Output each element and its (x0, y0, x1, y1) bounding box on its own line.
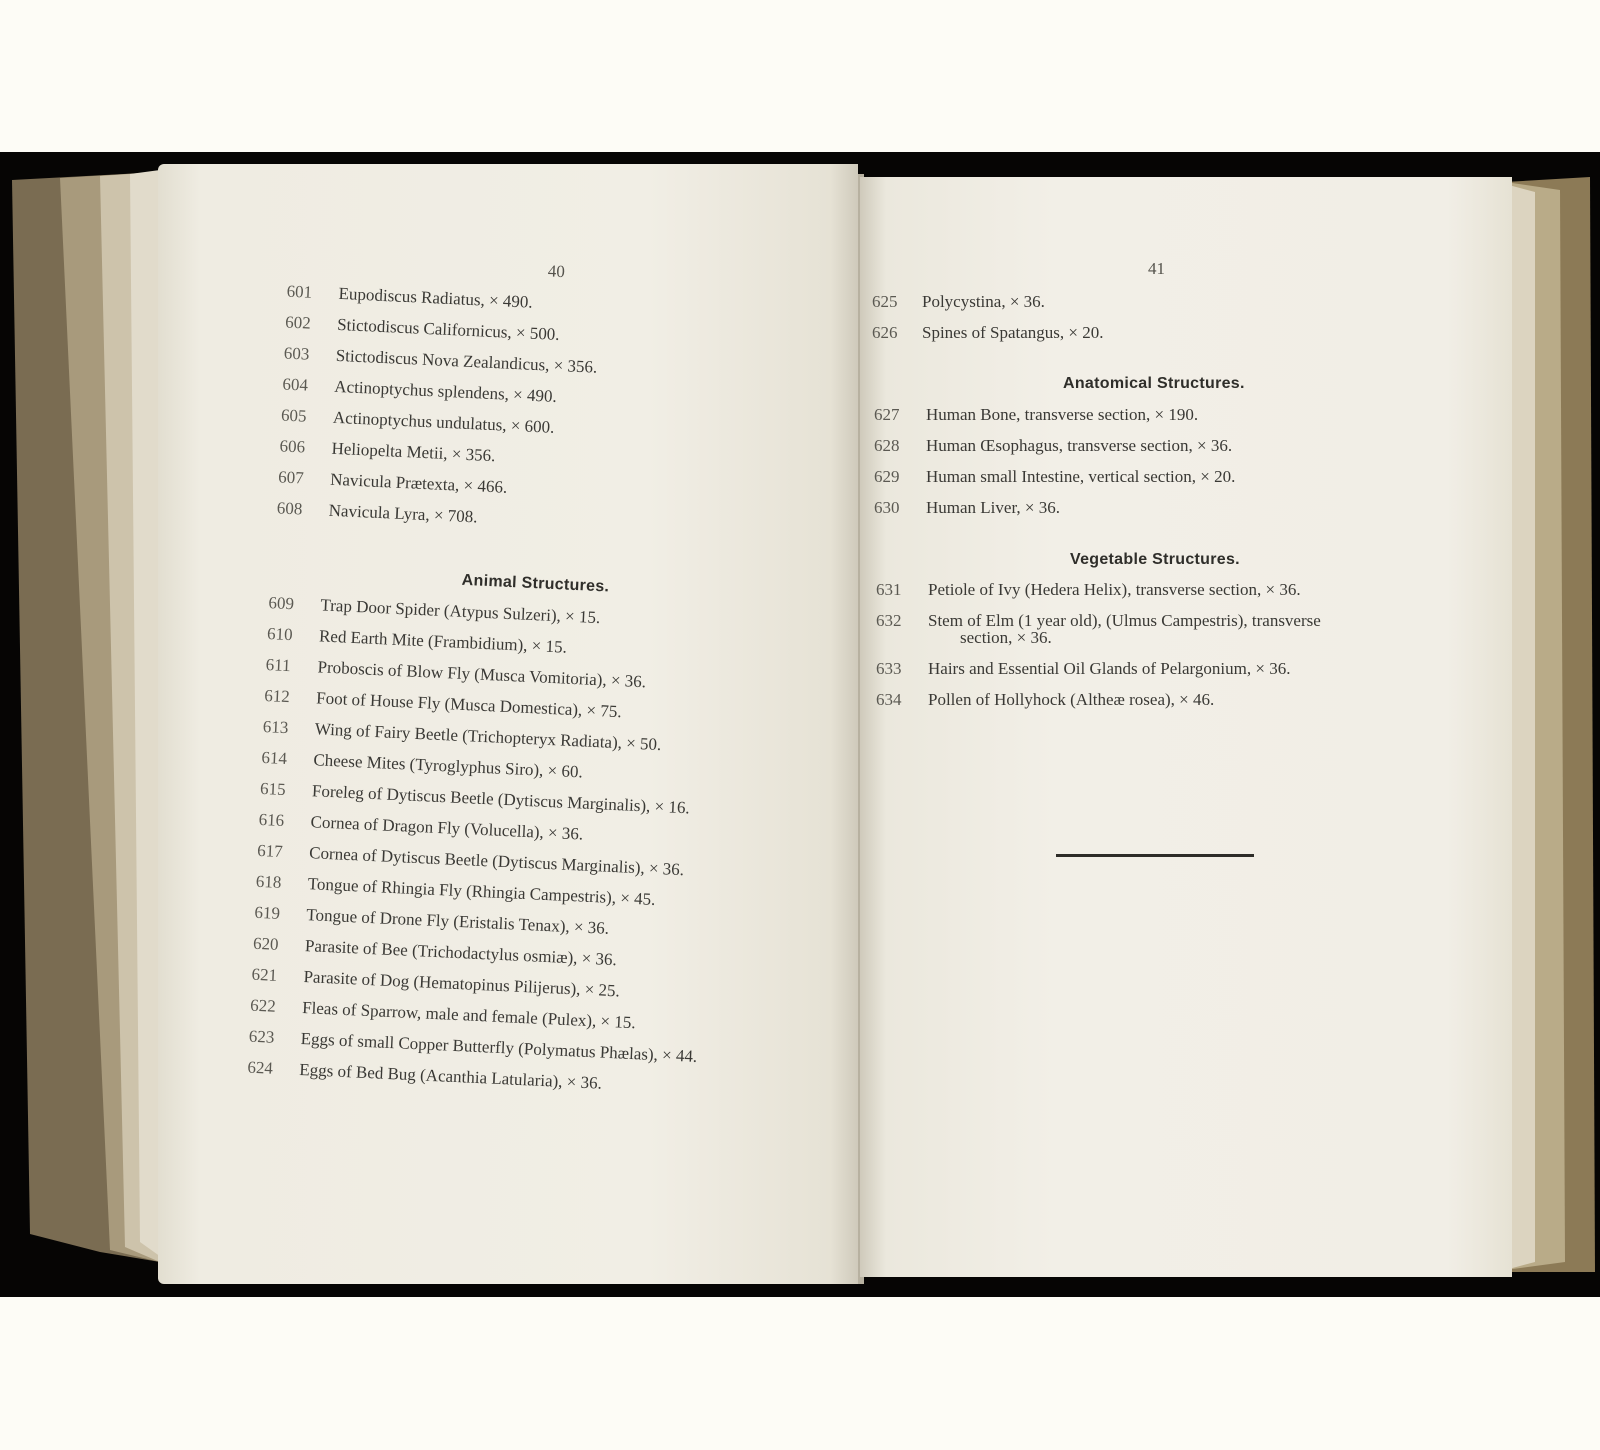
entry-number: 614 (261, 747, 288, 769)
entry-number: 629 (874, 467, 900, 486)
entry-text: Human small Intestine, vertical section, × 20. (926, 467, 1236, 486)
entry-number: 626 (872, 323, 898, 342)
entry-text: Navicula Prætexta, × 466. (329, 469, 508, 497)
entry-text: Spines of Spatangus, × 20. (922, 323, 1104, 342)
entry-number: 634 (876, 690, 902, 709)
entry-text: Petiole of Ivy (Hedera Helix), transverse section, × 36. (928, 580, 1301, 599)
entry-number: 630 (874, 498, 900, 517)
entry-text: Pollen of Hollyhock (Altheæ rosea), × 46. (928, 690, 1215, 709)
entry-text: Human Œsophagus, transverse section, × 36. (926, 436, 1233, 455)
entry-number: 617 (256, 840, 284, 861)
entry-text: Cornea of Dragon Fly (Volucella), × 36. (310, 812, 584, 844)
scanned-book-spread (0, 152, 1600, 1297)
entry-number: 604 (282, 374, 309, 395)
entry-number: 625 (872, 292, 898, 311)
entry-text: Cheese Mites (Tyroglyphus Siro), × 60. (313, 750, 584, 782)
entry-text: Polycystina, × 36. (922, 292, 1045, 311)
entry-text: Stem of Elm (1 year old), (Ulmus Campestris), transverse (928, 611, 1321, 630)
left-page-content (130, 152, 880, 1297)
entry-text: Red Earth Mite (Frambidium), × 15. (318, 626, 568, 657)
entry-text: Actinoptychus undulatus, × 600. (332, 407, 555, 437)
entry-text: Tongue of Rhingia Fly (Rhingia Campestris), × 45. (307, 874, 656, 909)
closing-rule (1056, 854, 1254, 857)
entry-number: 619 (254, 902, 281, 923)
page-number-right: 41 (1148, 259, 1165, 278)
entry-number: 605 (280, 405, 307, 426)
entry-text: Eupodiscus Radiatus, × 490. (338, 283, 534, 312)
entry-number: 606 (279, 436, 306, 457)
right-page (860, 177, 1512, 1277)
entry-text: Tongue of Drone Fly (Eristalis Tenax), × 36. (305, 905, 610, 938)
entry-number: 631 (876, 580, 902, 599)
entry-number: 608 (276, 498, 303, 519)
entry-number: 612 (263, 685, 291, 707)
entry-text: Proboscis of Blow Fly (Musca Vomitoria), × 36. (317, 657, 647, 692)
entry-text: Eggs of Bed Bug (Acanthia Latularia), × 36. (298, 1059, 603, 1093)
page-number-left: 40 (547, 261, 566, 282)
left-page (158, 164, 858, 1284)
section-heading-animal: Animal Structures. (461, 571, 610, 596)
entry-number: 613 (262, 716, 289, 738)
entry-number: 620 (252, 933, 279, 954)
section-heading-vegetable: Vegetable Structures. (1070, 551, 1240, 568)
entry-number: 615 (259, 778, 287, 800)
entry-text: Navicula Lyra, × 708. (328, 500, 478, 527)
entry-number: 611 (265, 655, 292, 676)
entry-number: 616 (258, 809, 285, 830)
entry-text: Heliopelta Metii, × 356. (331, 438, 496, 466)
entry-number: 628 (874, 436, 900, 455)
section-heading-anatomical: Anatomical Structures. (1063, 375, 1245, 392)
entry-text: Cornea of Dytiscus Beetle (Dytiscus Marginalis), × 36. (308, 843, 685, 880)
entry-number: 610 (266, 624, 294, 645)
entry-number: 622 (249, 995, 277, 1016)
entry-text: Fleas of Sparrow, male and female (Pulex), × 15. (301, 998, 637, 1033)
entry-text: Eggs of small Copper Butterfly (Polymatus Phælas), × 44. (300, 1028, 698, 1066)
entry-text: Actinoptychus splendens, × 490. (333, 376, 558, 406)
entry-number: 603 (283, 343, 310, 364)
entry-number: 623 (248, 1026, 275, 1047)
entry-number: 618 (255, 871, 282, 892)
entry-number: 624 (247, 1057, 274, 1078)
entry-number: 601 (286, 281, 313, 302)
entry-number: 632 (876, 611, 902, 630)
entry-text: Foot of House Fly (Musca Domestica), × 75. (315, 688, 623, 722)
entry-number: 627 (874, 405, 900, 424)
entry-text: Parasite of Bee (Trichodactylus osmiæ), × 36. (304, 936, 618, 970)
entry-text: Human Bone, transverse section, × 190. (926, 405, 1199, 424)
entry-text: Trap Door Spider (Atypus Sulzeri), × 15. (320, 595, 601, 628)
entry-text: Human Liver, × 36. (926, 498, 1061, 517)
entry-number: 609 (268, 593, 295, 614)
entry-number: 621 (251, 964, 278, 985)
entry-text: Stictodiscus Nova Zealandicus, × 356. (335, 345, 598, 377)
entry-text: Foreleg of Dytiscus Beetle (Dytiscus Marginalis), × 16. (311, 781, 691, 818)
entry-number: 602 (284, 312, 312, 333)
entry-text: Wing of Fairy Beetle (Trichopteryx Radiata), × 50. (314, 719, 662, 755)
entry-text: section, × 36. (960, 628, 1052, 647)
entry-number: 633 (876, 659, 902, 678)
entry-text: Hairs and Essential Oil Glands of Pelargonium, × 36. (928, 659, 1291, 678)
entry-text: Parasite of Dog (Hematopinus Pilijerus), × 25. (303, 967, 621, 1001)
entry-number: 607 (277, 467, 305, 488)
entry-text: Stictodiscus Californicus, × 500. (336, 314, 560, 344)
